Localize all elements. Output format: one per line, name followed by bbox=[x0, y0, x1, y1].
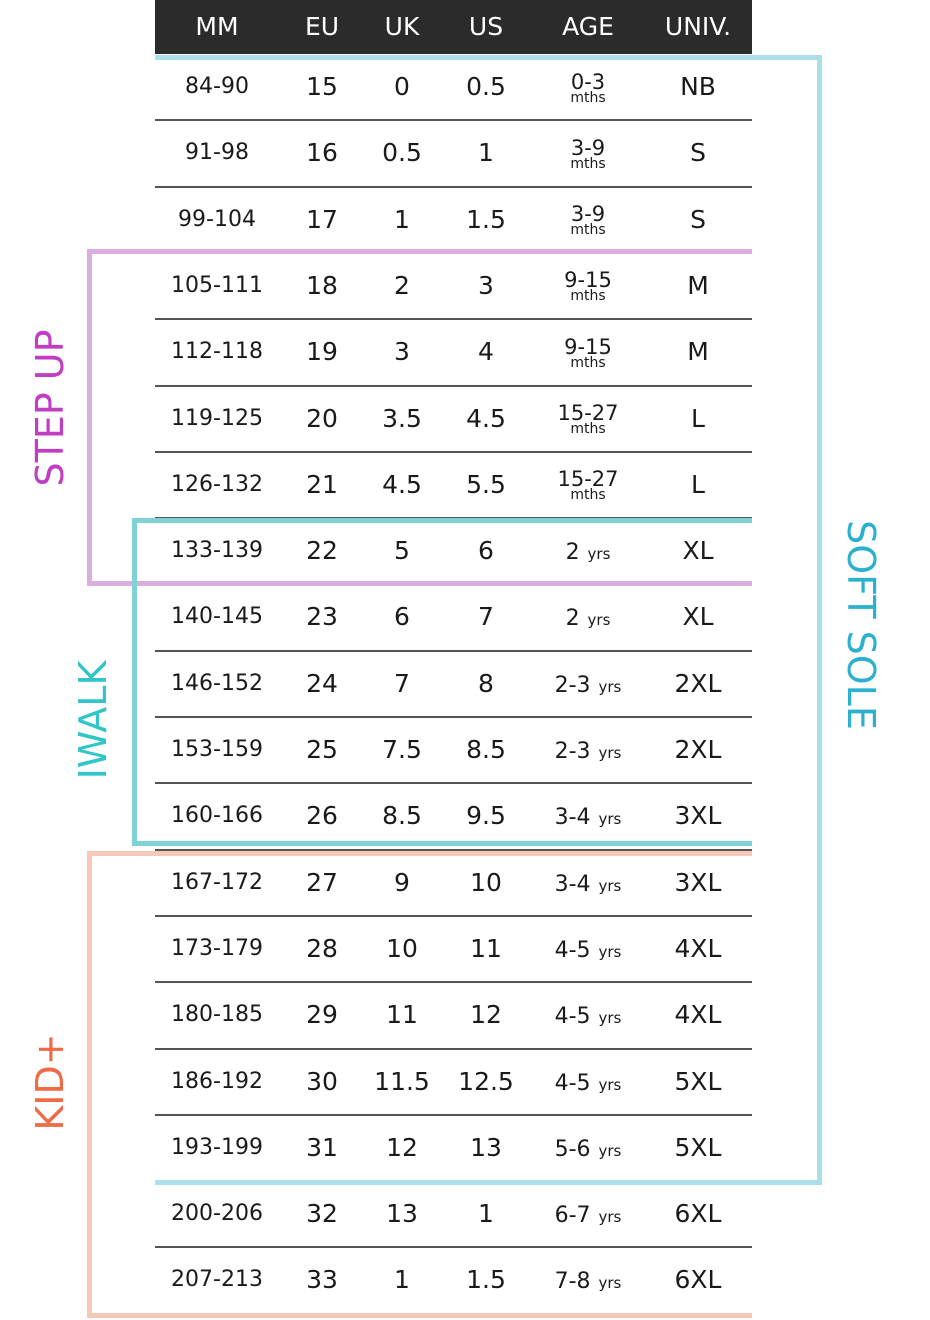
cell-eu: 18 bbox=[306, 270, 338, 300]
cell-univ: 3XL bbox=[674, 801, 722, 831]
age-unit: yrs bbox=[598, 876, 622, 895]
cell-us: 11 bbox=[470, 933, 502, 963]
cell-mm: 133-139 bbox=[171, 538, 263, 564]
cell-eu: 25 bbox=[306, 735, 338, 764]
age-value: 2-3 bbox=[554, 739, 591, 764]
cell-univ: 2XL bbox=[674, 735, 722, 764]
cell-uk: 2 bbox=[394, 270, 410, 300]
age-unit: mths bbox=[570, 354, 606, 371]
cell-mm: 200-206 bbox=[171, 1201, 263, 1227]
cell-mm: 146-152 bbox=[171, 670, 263, 696]
cell-univ: 4XL bbox=[674, 1000, 722, 1030]
soft-sole-label: SOFT SOLE bbox=[839, 520, 883, 730]
age-unit: mths bbox=[570, 421, 606, 437]
cell-us: 4.5 bbox=[466, 403, 506, 433]
cell-eu: 27 bbox=[306, 867, 338, 897]
cell-us: 13 bbox=[470, 1132, 502, 1162]
cell-eu: 28 bbox=[306, 933, 338, 963]
cell-mm: 167-172 bbox=[171, 869, 263, 895]
age-value: 3-4 bbox=[554, 805, 591, 831]
cell-univ: 2XL bbox=[674, 668, 722, 698]
cell-univ: S bbox=[690, 204, 706, 234]
header-us: US bbox=[468, 12, 504, 41]
cell-uk: 4.5 bbox=[382, 469, 422, 499]
age-unit: yrs bbox=[598, 1274, 622, 1293]
cell-uk: 12 bbox=[386, 1132, 418, 1162]
cell-uk: 5 bbox=[394, 536, 410, 566]
cell-us: 6 bbox=[478, 536, 494, 566]
header-mm: MM bbox=[195, 12, 239, 41]
cell-mm: 173-179 bbox=[171, 935, 263, 961]
header-uk: UK bbox=[384, 12, 420, 41]
cell-eu: 32 bbox=[306, 1199, 338, 1229]
cell-univ: L bbox=[691, 469, 705, 499]
cell-us: 10 bbox=[470, 867, 502, 897]
age-value: 2 bbox=[565, 540, 580, 566]
cell-univ: S bbox=[690, 138, 706, 168]
age-unit: yrs bbox=[598, 1141, 622, 1160]
cell-us: 8 bbox=[478, 668, 494, 698]
cell-uk: 7 bbox=[394, 668, 410, 698]
cell-us: 4 bbox=[478, 337, 494, 367]
cell-us: 1 bbox=[478, 1199, 494, 1229]
cell-uk: 3.5 bbox=[382, 403, 422, 433]
header-univ: UNIV. bbox=[664, 12, 732, 41]
age-value: 0-3 bbox=[570, 69, 606, 94]
cell-univ: L bbox=[691, 403, 705, 433]
age-unit: mths bbox=[570, 288, 606, 305]
cell-uk: 9 bbox=[394, 867, 410, 897]
cell-uk: 6 bbox=[394, 602, 410, 632]
cell-eu: 19 bbox=[306, 337, 338, 367]
age-value: 9-15 bbox=[564, 334, 612, 359]
cell-uk: 8.5 bbox=[382, 801, 422, 831]
age-value: 3-9 bbox=[570, 202, 606, 227]
cell-us: 1.5 bbox=[466, 1265, 506, 1295]
age-unit: mths bbox=[570, 487, 606, 504]
step-up-label: STEP UP bbox=[28, 329, 72, 487]
age-value: 4-5 bbox=[554, 1004, 591, 1030]
age-value: 2 bbox=[565, 606, 580, 632]
age-unit: mths bbox=[570, 222, 606, 239]
age-unit: yrs bbox=[598, 744, 622, 762]
age-unit: mths bbox=[570, 89, 606, 106]
cell-eu: 29 bbox=[306, 1000, 338, 1030]
cell-univ: XL bbox=[682, 536, 714, 566]
cell-mm: 153-159 bbox=[171, 737, 263, 762]
cell-uk: 1 bbox=[394, 204, 410, 234]
age-value: 6-7 bbox=[554, 1203, 591, 1229]
cell-eu: 15 bbox=[306, 72, 338, 101]
cell-us: 1.5 bbox=[466, 204, 506, 234]
cell-univ: NB bbox=[680, 72, 716, 101]
age-value: 9-15 bbox=[564, 268, 612, 293]
cell-univ: XL bbox=[682, 602, 714, 632]
age-unit: yrs bbox=[598, 1009, 622, 1028]
cell-mm: 140-145 bbox=[171, 604, 263, 630]
soft-sole-bracket bbox=[155, 55, 822, 1185]
cell-mm: 160-166 bbox=[171, 803, 263, 829]
cell-uk: 3 bbox=[394, 337, 410, 367]
cell-us: 9.5 bbox=[466, 801, 506, 831]
age-value: 4-5 bbox=[554, 937, 591, 963]
cell-us: 12.5 bbox=[458, 1066, 514, 1096]
cell-eu: 16 bbox=[306, 138, 338, 168]
cell-us: 3 bbox=[478, 270, 494, 300]
age-value: 15-27 bbox=[557, 467, 619, 492]
cell-uk: 11 bbox=[386, 1000, 418, 1030]
age-value: 2-3 bbox=[554, 672, 591, 698]
age-unit: yrs bbox=[598, 942, 622, 961]
cell-eu: 21 bbox=[306, 469, 338, 499]
age-unit: yrs bbox=[587, 611, 611, 630]
age-unit: yrs bbox=[598, 1208, 622, 1227]
age-unit: yrs bbox=[598, 1075, 622, 1094]
cell-us: 8.5 bbox=[466, 735, 506, 764]
cell-uk: 1 bbox=[394, 1265, 410, 1295]
age-unit: yrs bbox=[587, 545, 611, 564]
age-value: 4-5 bbox=[554, 1070, 591, 1096]
age-unit: mths bbox=[570, 155, 606, 172]
cell-eu: 22 bbox=[306, 536, 338, 566]
cell-univ: M bbox=[687, 337, 709, 367]
cell-mm: 193-199 bbox=[171, 1134, 263, 1160]
cell-mm: 105-111 bbox=[171, 272, 263, 298]
header-eu: EU bbox=[304, 12, 340, 41]
age-value: 5-6 bbox=[554, 1136, 591, 1162]
cell-eu: 20 bbox=[306, 403, 338, 433]
cell-univ: 4XL bbox=[674, 933, 722, 963]
cell-us: 0.5 bbox=[466, 72, 506, 101]
cell-univ: M bbox=[687, 270, 709, 300]
cell-mm: 186-192 bbox=[171, 1068, 263, 1094]
age-value: 3-9 bbox=[570, 135, 606, 160]
cell-eu: 31 bbox=[306, 1132, 338, 1162]
age-unit: yrs bbox=[598, 677, 622, 696]
cell-mm: 99-104 bbox=[178, 206, 256, 232]
cell-eu: 23 bbox=[306, 602, 338, 632]
cell-uk: 13 bbox=[386, 1199, 418, 1229]
cell-mm: 207-213 bbox=[171, 1267, 263, 1293]
cell-mm: 91-98 bbox=[185, 140, 249, 166]
cell-eu: 17 bbox=[306, 204, 338, 234]
age-unit: yrs bbox=[598, 810, 622, 829]
cell-mm: 126-132 bbox=[171, 471, 263, 497]
cell-eu: 33 bbox=[306, 1265, 338, 1295]
cell-eu: 26 bbox=[306, 801, 338, 831]
cell-univ: 5XL bbox=[674, 1132, 722, 1162]
age-value: 3-4 bbox=[554, 871, 591, 897]
header-age: AGE bbox=[562, 12, 614, 41]
cell-mm: 84-90 bbox=[185, 74, 249, 99]
cell-uk: 0 bbox=[394, 72, 410, 101]
cell-us: 1 bbox=[478, 138, 494, 168]
cell-uk: 7.5 bbox=[382, 735, 422, 764]
iwalk-label: IWALK bbox=[71, 660, 115, 780]
cell-univ: 6XL bbox=[674, 1265, 722, 1295]
age-value: 15-27 bbox=[557, 401, 619, 425]
age-value: 7-8 bbox=[554, 1269, 591, 1295]
cell-mm: 180-185 bbox=[171, 1002, 263, 1028]
cell-univ: 6XL bbox=[674, 1199, 722, 1229]
cell-us: 7 bbox=[478, 602, 494, 632]
cell-eu: 24 bbox=[306, 668, 338, 698]
cell-univ: 5XL bbox=[674, 1066, 722, 1096]
cell-univ: 3XL bbox=[674, 867, 722, 897]
cell-mm: 112-118 bbox=[171, 339, 263, 365]
cell-uk: 0.5 bbox=[382, 138, 422, 168]
cell-eu: 30 bbox=[306, 1066, 338, 1096]
cell-uk: 10 bbox=[386, 933, 418, 963]
cell-us: 5.5 bbox=[466, 469, 506, 499]
cell-mm: 119-125 bbox=[171, 405, 263, 431]
size-chart-header bbox=[155, 0, 752, 54]
cell-uk: 11.5 bbox=[374, 1066, 430, 1096]
kid-plus-label: KID+ bbox=[28, 1033, 72, 1131]
cell-us: 12 bbox=[470, 1000, 502, 1030]
